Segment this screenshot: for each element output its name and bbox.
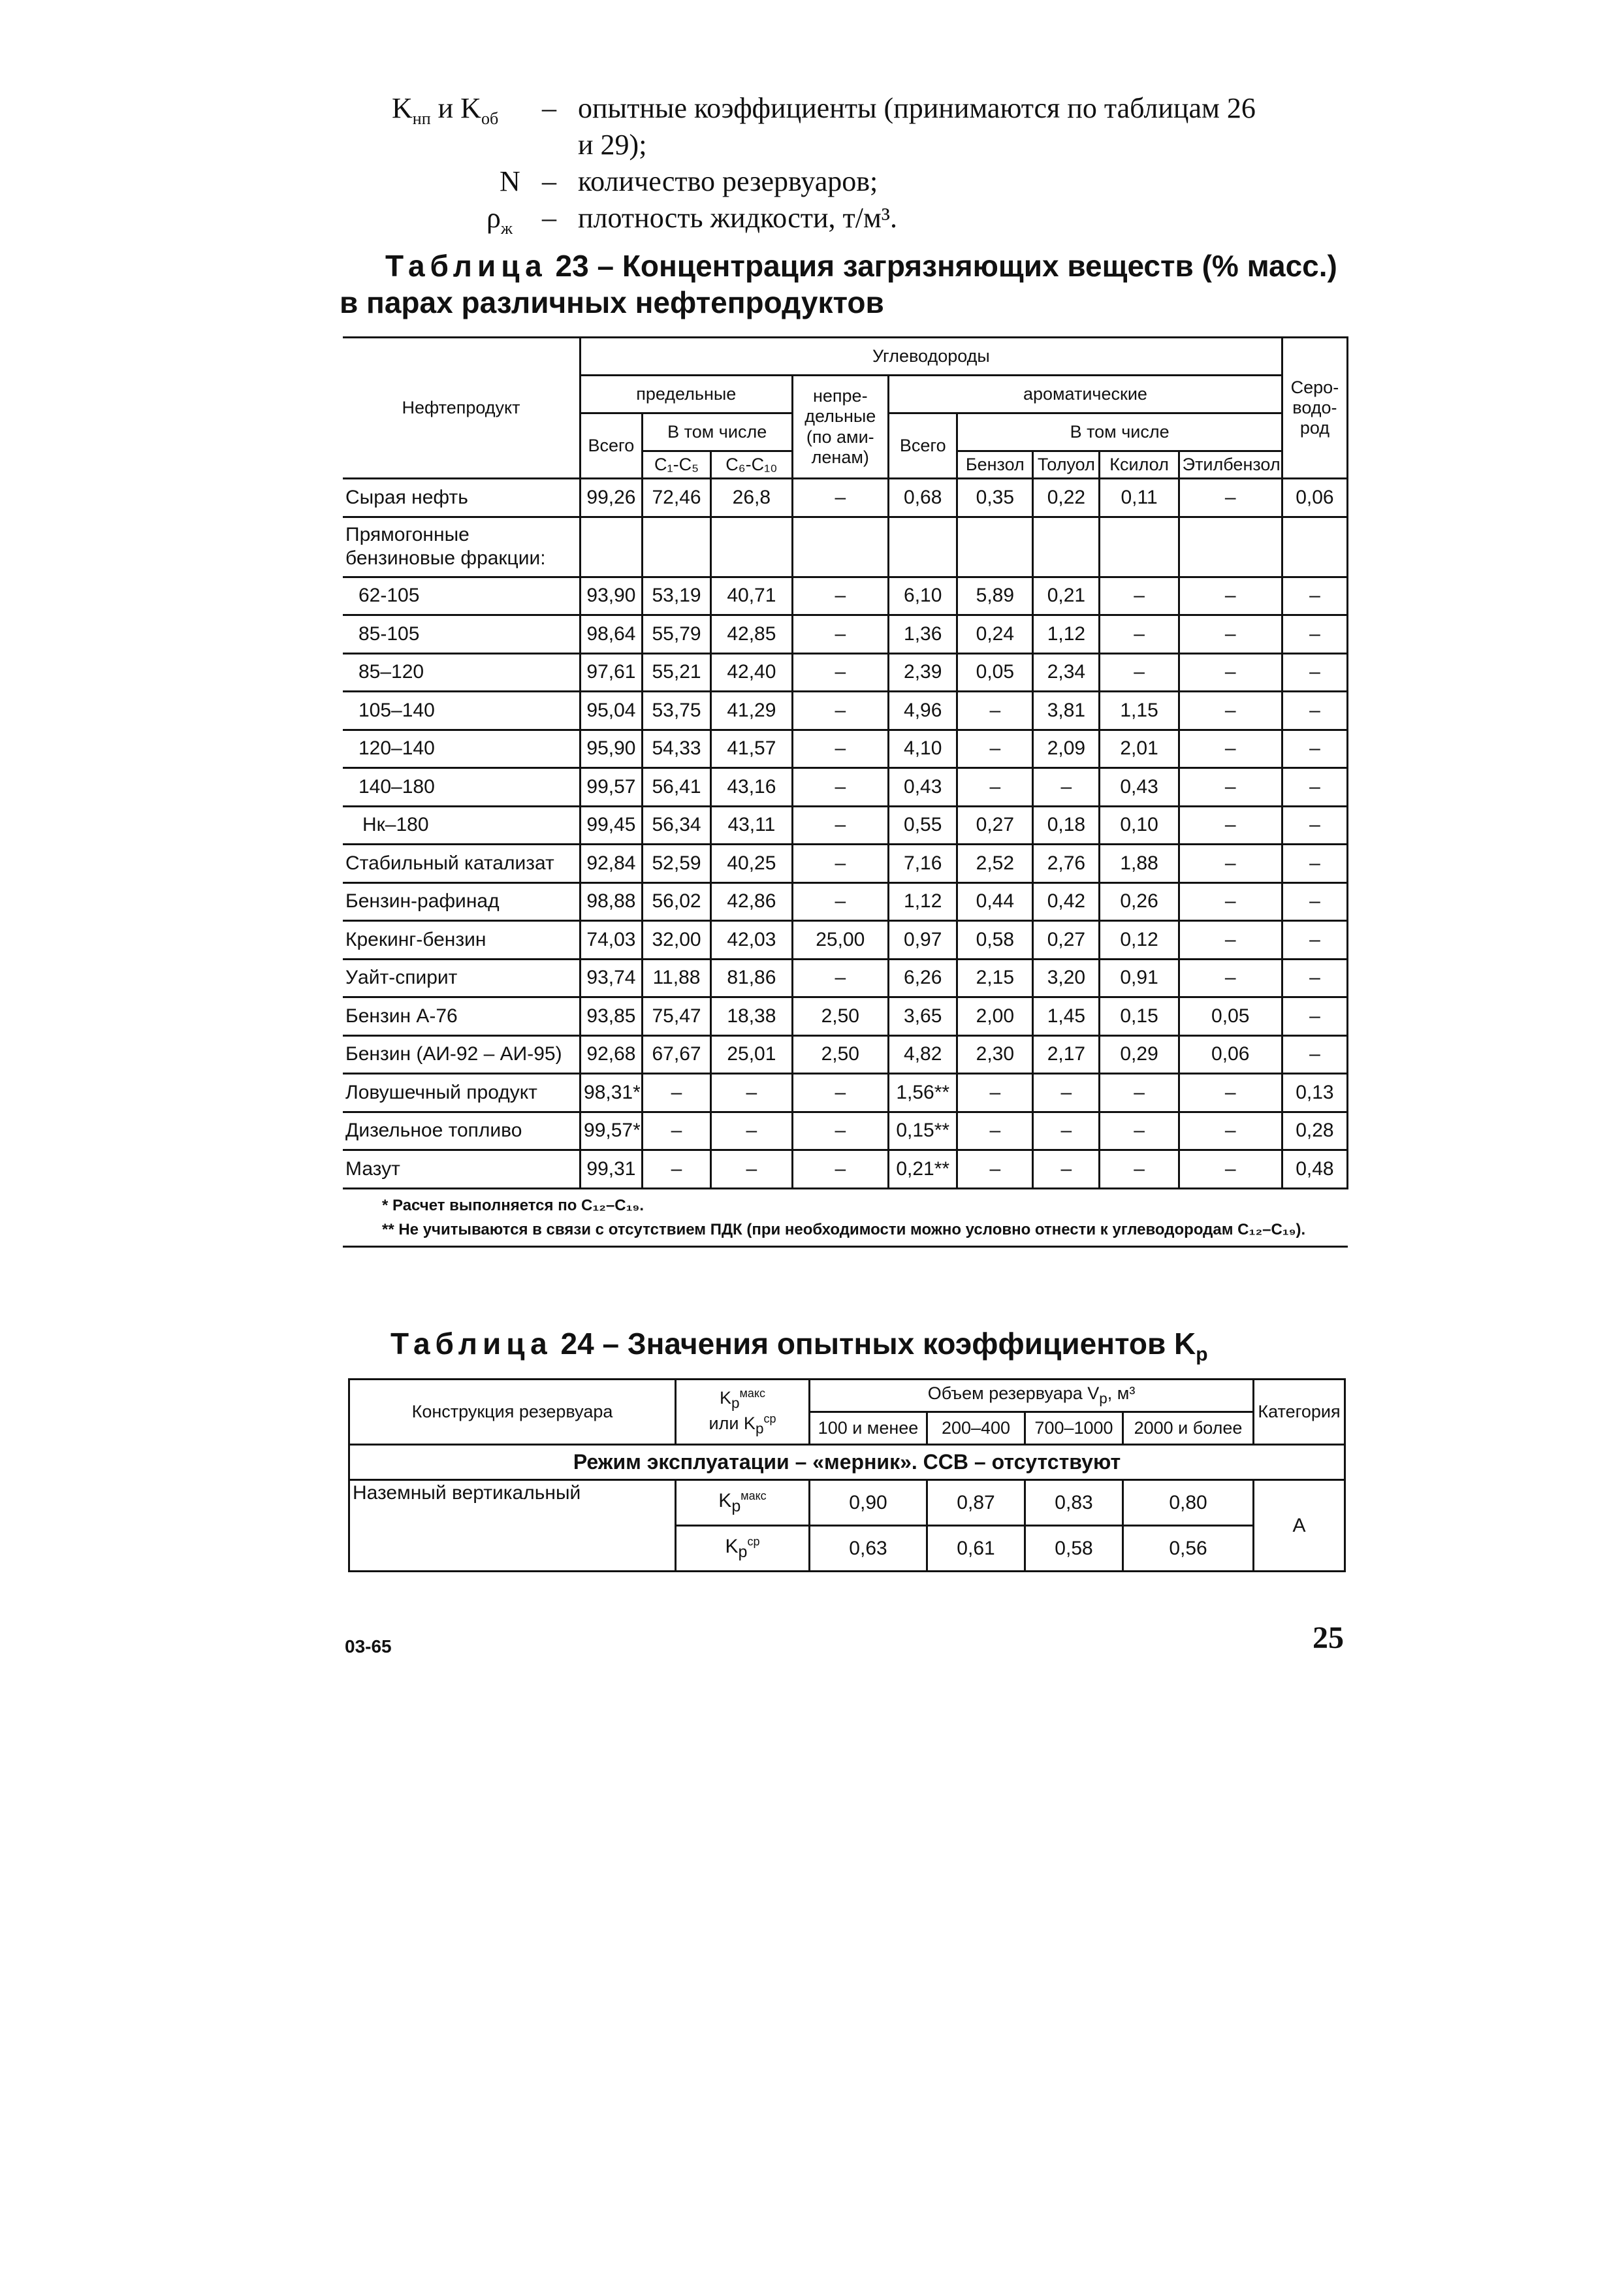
header-including: В том числе bbox=[642, 413, 792, 451]
header-including-aromatic: В том числе bbox=[957, 413, 1282, 451]
coef-cell: $K_р^{ср}$ bbox=[676, 1526, 810, 1572]
value-cell: 2,17 bbox=[1033, 1035, 1100, 1074]
category-cell: А bbox=[1254, 1480, 1345, 1572]
value-cell: – bbox=[711, 1074, 792, 1112]
value-cell: – bbox=[1100, 1112, 1179, 1150]
value-cell: – bbox=[1179, 845, 1282, 883]
value-cell bbox=[957, 517, 1033, 577]
value-cell: – bbox=[792, 1150, 889, 1189]
table-row bbox=[343, 1150, 1348, 1189]
table-row bbox=[343, 479, 1348, 517]
table23-caption-text: 23 – Концентрация загрязняющих веществ (% масс.) bbox=[555, 249, 1337, 283]
product-name-cell: 62-105 bbox=[343, 577, 581, 615]
header-volume: Объем резервуара $V_р$, м³ bbox=[810, 1380, 1254, 1412]
value-cell: – bbox=[792, 1112, 889, 1150]
value-cell: 0,43 bbox=[889, 768, 957, 807]
value-cell: – bbox=[1179, 882, 1282, 921]
value-cell: 1,56** bbox=[889, 1074, 957, 1112]
value-cell: 4,96 bbox=[889, 692, 957, 730]
header-ethylbenzene: Этилбензол bbox=[1179, 451, 1282, 479]
value-cell: 0,48 bbox=[1282, 1150, 1347, 1189]
table-row bbox=[343, 845, 1348, 883]
header-h2s: Серо-водо-род bbox=[1282, 338, 1347, 479]
value-cell: 0,80 bbox=[1123, 1480, 1254, 1526]
value-cell bbox=[1033, 517, 1100, 577]
page-number: 25 bbox=[1313, 1621, 1344, 1655]
table24-caption-label: Таблица bbox=[390, 1327, 552, 1361]
value-cell: 2,76 bbox=[1033, 845, 1100, 883]
value-cell: – bbox=[1282, 921, 1347, 960]
value-cell: 0,26 bbox=[1100, 882, 1179, 921]
value-cell: 56,41 bbox=[642, 768, 710, 807]
value-cell: 25,00 bbox=[792, 921, 889, 960]
value-cell: 1,45 bbox=[1033, 997, 1100, 1036]
table23-body bbox=[343, 479, 1348, 1189]
value-cell: 2,09 bbox=[1033, 730, 1100, 768]
value-cell: 3,81 bbox=[1033, 692, 1100, 730]
header-nonlimit: непре-дельные (по ами-ленам) bbox=[792, 376, 889, 479]
value-cell: 2,01 bbox=[1100, 730, 1179, 768]
value-cell: 1,15 bbox=[1100, 692, 1179, 730]
value-cell: – bbox=[711, 1112, 792, 1150]
value-cell: 42,40 bbox=[711, 653, 792, 692]
value-cell: – bbox=[1282, 959, 1347, 997]
value-cell: – bbox=[792, 768, 889, 807]
value-cell: 95,04 bbox=[581, 692, 643, 730]
footnote-2: ** Не учитываются в связи с отсутствием ПДК (при необходимости можно условно отнести к углеводородам C₁₂–C₁₉). bbox=[382, 1220, 1306, 1238]
value-cell: – bbox=[1033, 1112, 1100, 1150]
table23-caption-label: Таблица bbox=[385, 249, 547, 283]
value-cell: 32,00 bbox=[642, 921, 710, 960]
value-cell: 1,12 bbox=[1033, 615, 1100, 654]
value-cell: 0,18 bbox=[1033, 806, 1100, 845]
value-cell: 0,05 bbox=[1179, 997, 1282, 1036]
value-cell: 99,57* bbox=[581, 1112, 643, 1150]
value-cell: 95,90 bbox=[581, 730, 643, 768]
value-cell: 2,52 bbox=[957, 845, 1033, 883]
value-cell: 4,10 bbox=[889, 730, 957, 768]
value-cell: – bbox=[792, 882, 889, 921]
value-cell: 0,63 bbox=[810, 1526, 927, 1572]
value-cell bbox=[711, 517, 792, 577]
value-cell: – bbox=[957, 1074, 1033, 1112]
product-name-cell: 140–180 bbox=[343, 768, 581, 807]
header-category: Категория bbox=[1254, 1380, 1345, 1445]
value-cell bbox=[792, 517, 889, 577]
value-cell bbox=[1100, 517, 1179, 577]
value-cell: 55,21 bbox=[642, 653, 710, 692]
product-name-cell: Бензин А-76 bbox=[343, 997, 581, 1036]
value-cell: 0,44 bbox=[957, 882, 1033, 921]
value-cell: – bbox=[642, 1150, 710, 1189]
table23-caption-line2: в парах различных нефтепродуктов bbox=[340, 285, 884, 319]
value-cell: 2,15 bbox=[957, 959, 1033, 997]
product-name-cell: Дизельное топливо bbox=[343, 1112, 581, 1150]
product-name-cell: Прямогонные бензиновые фракции: bbox=[343, 517, 581, 577]
value-cell: – bbox=[1179, 806, 1282, 845]
header-aromatic: ароматические bbox=[889, 376, 1282, 413]
value-cell: 0,24 bbox=[957, 615, 1033, 654]
value-cell: 0,68 bbox=[889, 479, 957, 517]
value-cell: 98,88 bbox=[581, 882, 643, 921]
value-cell: 56,02 bbox=[642, 882, 710, 921]
value-cell: 4,82 bbox=[889, 1035, 957, 1074]
coef-cell: $K_р^{макс}$ bbox=[676, 1480, 810, 1526]
value-cell: 56,34 bbox=[642, 806, 710, 845]
product-name-cell: 85–120 bbox=[343, 653, 581, 692]
value-cell: 75,47 bbox=[642, 997, 710, 1036]
header-c1c5: C₁-C₅ bbox=[642, 451, 710, 479]
value-cell: 2,50 bbox=[792, 997, 889, 1036]
value-cell: – bbox=[792, 653, 889, 692]
header-volume-4: 2000 и более bbox=[1123, 1412, 1254, 1445]
value-cell: – bbox=[792, 692, 889, 730]
value-cell: – bbox=[1179, 692, 1282, 730]
value-cell: – bbox=[957, 1112, 1033, 1150]
value-cell: – bbox=[1179, 921, 1282, 960]
value-cell: – bbox=[1179, 479, 1282, 517]
table-row bbox=[343, 921, 1348, 960]
value-cell: – bbox=[642, 1112, 710, 1150]
value-cell: 0,15** bbox=[889, 1112, 957, 1150]
value-cell: – bbox=[792, 615, 889, 654]
table23-caption bbox=[385, 248, 1337, 283]
value-cell: – bbox=[1100, 577, 1179, 615]
value-cell: 40,71 bbox=[711, 577, 792, 615]
value-cell: – bbox=[957, 730, 1033, 768]
header-construction: Конструкция резервуара bbox=[349, 1380, 676, 1445]
value-cell: 98,31* bbox=[581, 1074, 643, 1112]
definition-dash: – bbox=[542, 165, 556, 197]
definition-k-cont bbox=[0, 128, 1110, 167]
value-cell: – bbox=[1100, 1150, 1179, 1189]
value-cell: 42,03 bbox=[711, 921, 792, 960]
table24-caption bbox=[390, 1326, 1208, 1366]
value-cell: – bbox=[1282, 768, 1347, 807]
definition-k bbox=[0, 91, 1256, 131]
value-cell: 7,16 bbox=[889, 845, 957, 883]
table-row bbox=[343, 692, 1348, 730]
value-cell: – bbox=[1179, 615, 1282, 654]
value-cell bbox=[581, 517, 643, 577]
value-cell: – bbox=[1179, 1150, 1282, 1189]
value-cell: 81,86 bbox=[711, 959, 792, 997]
value-cell: 0,13 bbox=[1282, 1074, 1347, 1112]
table23-footnotes bbox=[343, 1188, 1348, 1246]
table-row bbox=[343, 997, 1348, 1036]
header-xylene: Ксилол bbox=[1100, 451, 1179, 479]
value-cell: 0,28 bbox=[1282, 1112, 1347, 1150]
table-row bbox=[343, 959, 1348, 997]
value-cell: 0,10 bbox=[1100, 806, 1179, 845]
value-cell: – bbox=[1179, 653, 1282, 692]
construction-cell: Наземный вертикальный bbox=[349, 1480, 676, 1572]
value-cell: 0,61 bbox=[927, 1526, 1025, 1572]
table-row bbox=[343, 730, 1348, 768]
value-cell: – bbox=[1033, 1150, 1100, 1189]
value-cell: 6,26 bbox=[889, 959, 957, 997]
value-cell: 41,29 bbox=[711, 692, 792, 730]
value-cell: – bbox=[1282, 692, 1347, 730]
definition-rho bbox=[0, 201, 1110, 240]
header-toluene: Толуол bbox=[1033, 451, 1100, 479]
value-cell: 92,68 bbox=[581, 1035, 643, 1074]
value-cell: – bbox=[1282, 730, 1347, 768]
value-cell: 0,58 bbox=[957, 921, 1033, 960]
value-cell: 72,46 bbox=[642, 479, 710, 517]
product-name-cell: Стабильный катализат bbox=[343, 845, 581, 883]
product-name-cell: Крекинг-бензин bbox=[343, 921, 581, 960]
definition-n bbox=[0, 165, 1110, 204]
header-coef: $K_р^{макс}$ или $K_р^{ср}$ bbox=[676, 1380, 810, 1445]
header-volume-3: 700–1000 bbox=[1025, 1412, 1123, 1445]
page-code: 03-65 bbox=[345, 1636, 392, 1656]
header-total-aromatic: Всего bbox=[889, 413, 957, 479]
value-cell: 11,88 bbox=[642, 959, 710, 997]
value-cell: 0,91 bbox=[1100, 959, 1179, 997]
definition-symbol: N bbox=[500, 165, 520, 197]
value-cell: – bbox=[957, 1150, 1033, 1189]
value-cell: 53,75 bbox=[642, 692, 710, 730]
table-row bbox=[343, 615, 1348, 654]
value-cell: 5,89 bbox=[957, 577, 1033, 615]
value-cell: – bbox=[1282, 577, 1347, 615]
product-name-cell: 120–140 bbox=[343, 730, 581, 768]
value-cell: – bbox=[1282, 845, 1347, 883]
value-cell: 3,65 bbox=[889, 997, 957, 1036]
value-cell: – bbox=[792, 1074, 889, 1112]
value-cell: 93,74 bbox=[581, 959, 643, 997]
value-cell bbox=[1282, 517, 1347, 577]
value-cell: 0,27 bbox=[1033, 921, 1100, 960]
product-name-cell: Нк–180 bbox=[343, 806, 581, 845]
value-cell: 0,22 bbox=[1033, 479, 1100, 517]
value-cell: 2,00 bbox=[957, 997, 1033, 1036]
definition-text: опытные коэффициенты (принимаются по таблицам 26 bbox=[578, 92, 1256, 124]
value-cell: – bbox=[792, 479, 889, 517]
value-cell: – bbox=[1179, 768, 1282, 807]
value-cell: – bbox=[1179, 1074, 1282, 1112]
value-cell: 0,27 bbox=[957, 806, 1033, 845]
value-cell: – bbox=[1282, 806, 1347, 845]
value-cell: 0,21 bbox=[1033, 577, 1100, 615]
footnote-1: * Расчет выполняется по C₁₂–C₁₉. bbox=[382, 1196, 645, 1214]
value-cell: – bbox=[792, 806, 889, 845]
value-cell: 99,31 bbox=[581, 1150, 643, 1189]
product-name-cell: Ловушечный продукт bbox=[343, 1074, 581, 1112]
value-cell: 6,10 bbox=[889, 577, 957, 615]
table-row bbox=[343, 577, 1348, 615]
header-total: Всего bbox=[581, 413, 643, 479]
value-cell: – bbox=[1282, 653, 1347, 692]
value-cell: 2,34 bbox=[1033, 653, 1100, 692]
value-cell: – bbox=[1179, 1112, 1282, 1150]
table24 bbox=[348, 1378, 1346, 1572]
value-cell bbox=[889, 517, 957, 577]
value-cell: 43,11 bbox=[711, 806, 792, 845]
value-cell: – bbox=[1033, 768, 1100, 807]
value-cell: – bbox=[1282, 882, 1347, 921]
value-cell: 0,83 bbox=[1025, 1480, 1123, 1526]
value-cell bbox=[1179, 517, 1282, 577]
value-cell: – bbox=[792, 577, 889, 615]
value-cell: 0,35 bbox=[957, 479, 1033, 517]
header-benzene: Бензол bbox=[957, 451, 1033, 479]
value-cell: 0,87 bbox=[927, 1480, 1025, 1526]
value-cell: 0,90 bbox=[810, 1480, 927, 1526]
header-hydrocarbons: Углеводороды bbox=[581, 338, 1282, 376]
value-cell: 0,21** bbox=[889, 1150, 957, 1189]
value-cell: 26,8 bbox=[711, 479, 792, 517]
value-cell: 0,56 bbox=[1123, 1526, 1254, 1572]
value-cell: – bbox=[1100, 1074, 1179, 1112]
value-cell: – bbox=[957, 692, 1033, 730]
value-cell: 42,86 bbox=[711, 882, 792, 921]
value-cell: 93,85 bbox=[581, 997, 643, 1036]
product-name-cell: 105–140 bbox=[343, 692, 581, 730]
value-cell: 99,45 bbox=[581, 806, 643, 845]
product-name-cell: Уайт-спирит bbox=[343, 959, 581, 997]
value-cell: – bbox=[1282, 615, 1347, 654]
product-name-cell: Бензин-рафинад bbox=[343, 882, 581, 921]
product-name-cell: Мазут bbox=[343, 1150, 581, 1189]
value-cell: 40,25 bbox=[711, 845, 792, 883]
header-limit: предельные bbox=[581, 376, 793, 413]
value-cell: – bbox=[1282, 997, 1347, 1036]
table24-row bbox=[349, 1480, 1345, 1526]
value-cell: 54,33 bbox=[642, 730, 710, 768]
value-cell: – bbox=[642, 1074, 710, 1112]
value-cell: – bbox=[1179, 959, 1282, 997]
value-cell: 2,30 bbox=[957, 1035, 1033, 1074]
value-cell: – bbox=[1100, 653, 1179, 692]
value-cell: 42,85 bbox=[711, 615, 792, 654]
value-cell: 0,29 bbox=[1100, 1035, 1179, 1074]
value-cell: 1,12 bbox=[889, 882, 957, 921]
table-row bbox=[343, 806, 1348, 845]
value-cell: 53,19 bbox=[642, 577, 710, 615]
value-cell: 3,20 bbox=[1033, 959, 1100, 997]
table23 bbox=[343, 336, 1348, 1248]
value-cell: 98,64 bbox=[581, 615, 643, 654]
value-cell: – bbox=[1179, 577, 1282, 615]
value-cell: 92,84 bbox=[581, 845, 643, 883]
value-cell: 18,38 bbox=[711, 997, 792, 1036]
value-cell: – bbox=[792, 730, 889, 768]
table-row bbox=[343, 1074, 1348, 1112]
value-cell: 2,50 bbox=[792, 1035, 889, 1074]
value-cell: 0,06 bbox=[1179, 1035, 1282, 1074]
value-cell: 2,39 bbox=[889, 653, 957, 692]
value-cell: 43,16 bbox=[711, 768, 792, 807]
definitions bbox=[0, 91, 1624, 248]
table-row bbox=[343, 768, 1348, 807]
value-cell: 0,05 bbox=[957, 653, 1033, 692]
value-cell: 0,55 bbox=[889, 806, 957, 845]
header-product: Нефтепродукт bbox=[343, 338, 581, 479]
definition-symbol: $\rho_ж$ bbox=[486, 202, 513, 238]
table24-caption-text: 24 – Значения опытных коэффициентов $K_р$ bbox=[560, 1327, 1208, 1366]
value-cell: 0,11 bbox=[1100, 479, 1179, 517]
value-cell: 41,57 bbox=[711, 730, 792, 768]
definition-dash: – bbox=[542, 92, 556, 124]
value-cell: 1,88 bbox=[1100, 845, 1179, 883]
product-name-cell: Сырая нефть bbox=[343, 479, 581, 517]
value-cell: – bbox=[957, 768, 1033, 807]
header-volume-2: 200–400 bbox=[927, 1412, 1025, 1445]
table-row bbox=[343, 882, 1348, 921]
table-row bbox=[343, 517, 1348, 577]
product-name-cell: Бензин (АИ-92 – АИ-95) bbox=[343, 1035, 581, 1074]
value-cell: – bbox=[1179, 730, 1282, 768]
value-cell: – bbox=[1282, 1035, 1347, 1074]
value-cell bbox=[642, 517, 710, 577]
value-cell: 0,12 bbox=[1100, 921, 1179, 960]
value-cell: 0,15 bbox=[1100, 997, 1179, 1036]
value-cell: 0,43 bbox=[1100, 768, 1179, 807]
value-cell: 93,90 bbox=[581, 577, 643, 615]
value-cell: 0,58 bbox=[1025, 1526, 1123, 1572]
table-row bbox=[343, 653, 1348, 692]
value-cell: 74,03 bbox=[581, 921, 643, 960]
table-row bbox=[343, 1112, 1348, 1150]
value-cell: 55,79 bbox=[642, 615, 710, 654]
value-cell: 25,01 bbox=[711, 1035, 792, 1074]
value-cell: 0,97 bbox=[889, 921, 957, 960]
value-cell: – bbox=[792, 845, 889, 883]
table-row bbox=[343, 1035, 1348, 1074]
definition-text: плотность жидкости, т/м³. bbox=[578, 202, 897, 234]
value-cell: 52,59 bbox=[642, 845, 710, 883]
value-cell: 99,57 bbox=[581, 768, 643, 807]
definition-dash: – bbox=[542, 202, 556, 234]
value-cell: 67,67 bbox=[642, 1035, 710, 1074]
value-cell: 0,42 bbox=[1033, 882, 1100, 921]
header-volume-1: 100 и менее bbox=[810, 1412, 927, 1445]
definition-text-cont: и 29); bbox=[578, 129, 647, 161]
value-cell: – bbox=[1100, 615, 1179, 654]
value-cell: 97,61 bbox=[581, 653, 643, 692]
value-cell: – bbox=[792, 959, 889, 997]
definition-text: количество резервуаров; bbox=[578, 165, 878, 197]
value-cell: 99,26 bbox=[581, 479, 643, 517]
value-cell: – bbox=[711, 1150, 792, 1189]
product-name-cell: 85-105 bbox=[343, 615, 581, 654]
definition-symbol: $K_{нп}$ и $K_{об}$ bbox=[392, 92, 499, 128]
value-cell: – bbox=[1033, 1074, 1100, 1112]
value-cell: 1,36 bbox=[889, 615, 957, 654]
mode-row: Режим эксплуатации – «мерник». ССВ – отсутствуют bbox=[349, 1445, 1345, 1480]
value-cell: 0,06 bbox=[1282, 479, 1347, 517]
header-c6c10: C₆-C₁₀ bbox=[711, 451, 792, 479]
